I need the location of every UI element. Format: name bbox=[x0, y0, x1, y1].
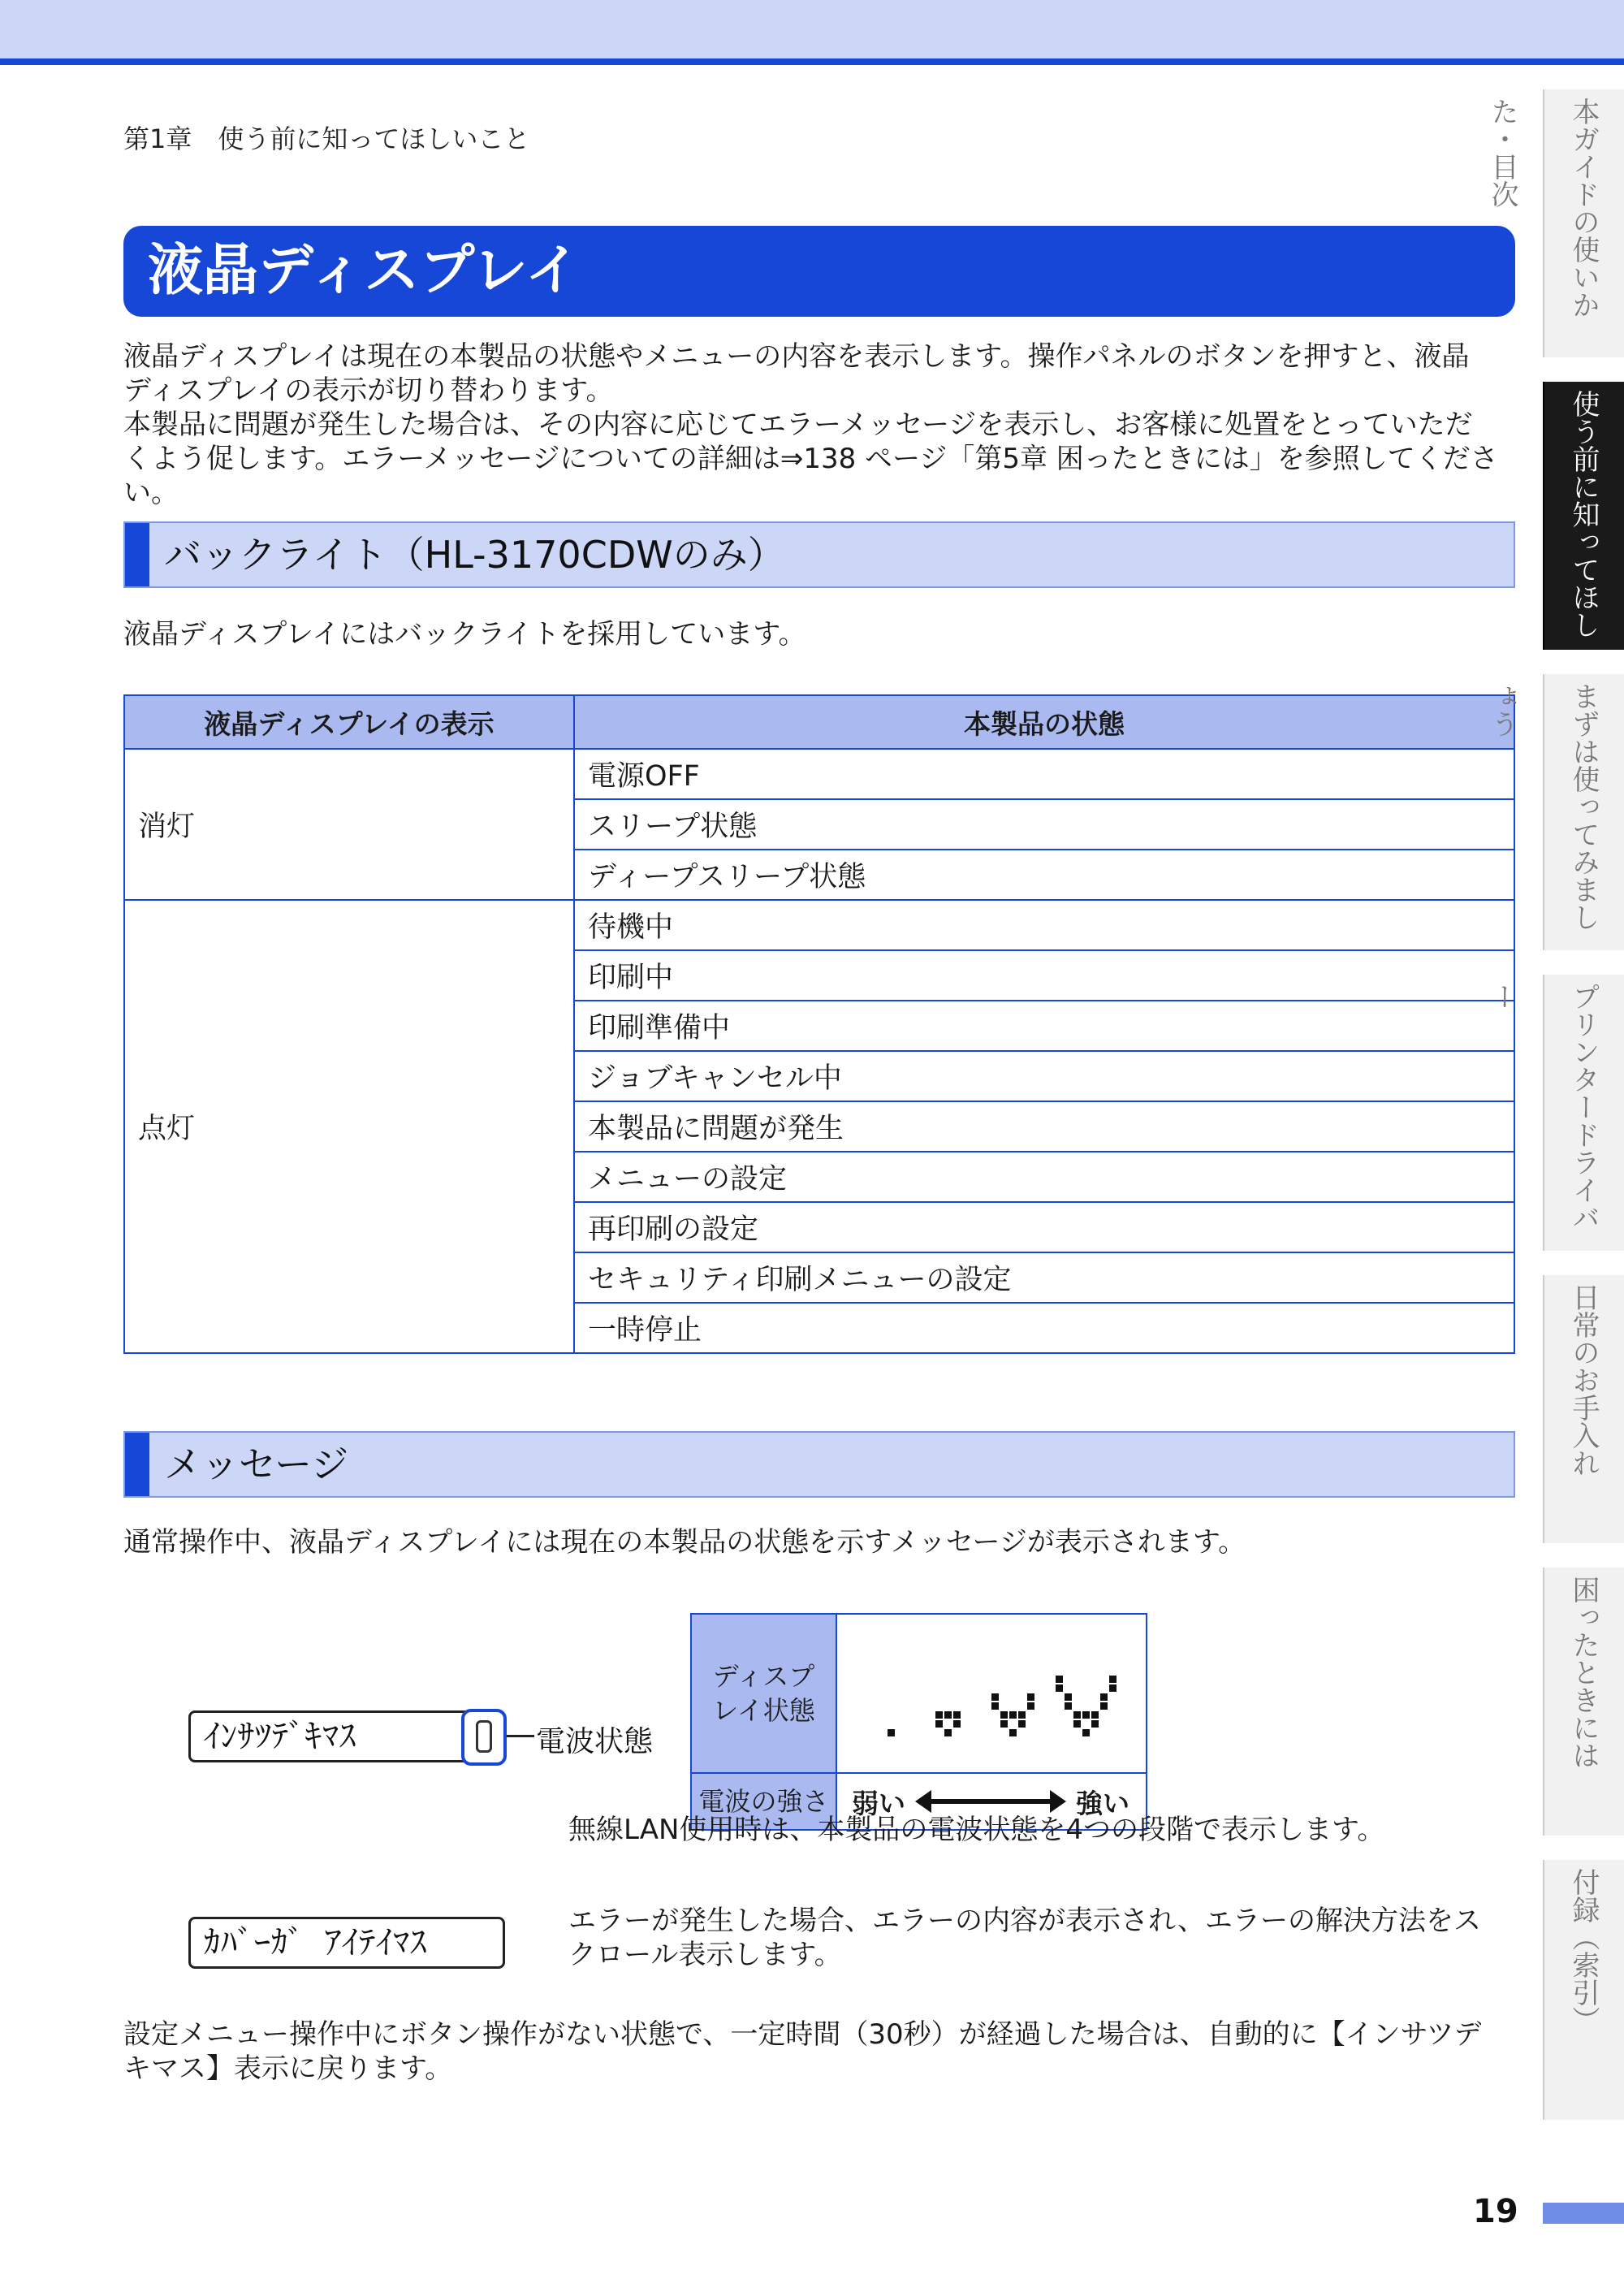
chapter-tab-troubleshooting[interactable]: 困ったときには bbox=[1543, 1568, 1624, 1836]
intro-line: くよう促します。エラーメッセージについての詳細は⇒138 ページ「第5章 困ったときには」を参照してください。 bbox=[123, 443, 1498, 509]
signal-pixel bbox=[935, 1711, 943, 1719]
state-cell: 印刷中 bbox=[574, 950, 1514, 1001]
section-heading-message: メッセージ bbox=[123, 1431, 1515, 1498]
intro-line: 本製品に問題が発生した場合は、その内容に応じてエラーメッセージを表示し、お客様に処置をとっていただ bbox=[123, 409, 1473, 441]
lcd-error-display bbox=[188, 1917, 505, 1969]
signal-pixel bbox=[953, 1720, 961, 1728]
error-note bbox=[568, 1904, 1518, 1972]
table-header: 液晶ディスプレイの表示 bbox=[124, 695, 574, 749]
signal-label: 電波状態 bbox=[536, 1725, 654, 1758]
chapter-tab-maintenance[interactable]: 日常のお手入れ bbox=[1543, 1275, 1624, 1543]
state-cell: メニューの設定 bbox=[574, 1152, 1514, 1202]
top-band bbox=[0, 0, 1624, 58]
signal-pixel bbox=[1100, 1693, 1108, 1701]
signal-status-icon bbox=[461, 1709, 507, 1766]
callout-leader bbox=[507, 1735, 534, 1737]
state-cell: 本製品に問題が発生 bbox=[574, 1101, 1514, 1152]
backlight-on-label: 点灯 bbox=[124, 900, 574, 1353]
lcd-ready-text: ｲﾝｻﾂﾃﾞｷﾏｽ bbox=[204, 1718, 356, 1755]
state-cell: 電源OFF bbox=[574, 749, 1514, 799]
signal-pixel bbox=[1082, 1729, 1090, 1736]
page-title: 液晶ディスプレイ bbox=[123, 226, 1515, 317]
signal-pixel bbox=[1027, 1693, 1034, 1701]
message-description: 通常操作中、液晶ディスプレイには現在の本製品の状態を示すメッセージが表示されます。 bbox=[123, 1526, 1246, 1559]
footer-note bbox=[123, 2017, 1520, 2086]
signal-strength-table bbox=[690, 1613, 1147, 1831]
chapter-tab-getting-started[interactable]: まずは使ってみましょう bbox=[1543, 674, 1624, 950]
signal-pixel bbox=[1000, 1711, 1008, 1719]
intro-line: 液晶ディスプレイは現在の本製品の状態やメニューの内容を表示します。操作パネルのボタンを押すと、液晶 bbox=[123, 340, 1470, 373]
chapter-tab-guide[interactable]: 本ガイドの使いかた・目次 bbox=[1543, 89, 1624, 357]
lcd-ready-display bbox=[188, 1710, 505, 1762]
state-cell: ディープスリープ状態 bbox=[574, 850, 1514, 900]
signal-pixel bbox=[1065, 1693, 1072, 1701]
signal-pixel bbox=[991, 1693, 999, 1701]
error-note-line: クロール表示します。 bbox=[568, 1939, 842, 1971]
page-number: 19 bbox=[1473, 2193, 1518, 2230]
weak-label: 弱い bbox=[852, 1787, 905, 1819]
signal-pixel bbox=[1109, 1676, 1116, 1683]
signal-pixel bbox=[935, 1720, 943, 1728]
signal-pixel bbox=[944, 1711, 952, 1719]
footer-note-line: キマス】表示に戻ります。 bbox=[123, 2052, 453, 2085]
signal-pixel bbox=[1073, 1720, 1081, 1728]
signal-pixel bbox=[991, 1702, 999, 1710]
signal-pixel bbox=[1000, 1720, 1008, 1728]
signal-pixel bbox=[1009, 1729, 1017, 1736]
section-heading-backlight: バックライト（HL-3170CDWのみ） bbox=[123, 521, 1515, 588]
intro-paragraph bbox=[123, 339, 1520, 510]
signal-pixel bbox=[1009, 1711, 1017, 1719]
double-arrow-icon bbox=[930, 1799, 1052, 1804]
signal-pixel bbox=[1056, 1684, 1063, 1692]
signal-pixel bbox=[888, 1729, 895, 1736]
table-row bbox=[124, 749, 1514, 799]
signal-pixel bbox=[1100, 1702, 1108, 1710]
footer-note-line: 設定メニュー操作中にボタン操作がない状態で、一定時間（30秒）が経過した場合は、自動的に【インサツデ bbox=[123, 2018, 1482, 2051]
strong-label: 強い bbox=[1076, 1787, 1129, 1819]
signal-pixel bbox=[1109, 1684, 1116, 1692]
table-row bbox=[124, 900, 1514, 950]
signal-pixel bbox=[1065, 1702, 1072, 1710]
signal-pixel bbox=[1082, 1711, 1090, 1719]
signal-pixel bbox=[1027, 1702, 1034, 1710]
state-cell: ジョブキャンセル中 bbox=[574, 1051, 1514, 1101]
state-cell: 一時停止 bbox=[574, 1303, 1514, 1353]
signal-levels-cell bbox=[836, 1614, 1147, 1773]
lcd-error-text: ｶﾊﾞｰｶﾞ ｱｲﾃｲﾏｽ bbox=[204, 1924, 428, 1961]
signal-note: 無線LAN使用時は、本製品の電波状態を4つの段階で表示します。 bbox=[568, 1814, 1385, 1846]
intro-line: ディスプレイの表示が切り替わります。 bbox=[123, 374, 614, 407]
strength-header: 電波の強さ bbox=[691, 1773, 836, 1830]
display-state-header-text: ディスプレイ状態 bbox=[712, 1661, 815, 1726]
top-rule bbox=[0, 58, 1624, 65]
chapter-tab-before-use[interactable]: 使う前に知ってほしいこと bbox=[1543, 382, 1624, 650]
signal-pixel bbox=[1056, 1676, 1063, 1683]
signal-pixel bbox=[1073, 1711, 1081, 1719]
state-cell: 印刷準備中 bbox=[574, 1001, 1514, 1051]
table-header: 本製品の状態 bbox=[574, 695, 1514, 749]
signal-pixel bbox=[1018, 1711, 1026, 1719]
signal-level-icons bbox=[837, 1615, 1146, 1769]
backlight-off-label: 消灯 bbox=[124, 749, 574, 900]
signal-pixel bbox=[944, 1729, 952, 1736]
breadcrumb: 第1章 使う前に知ってほしいこと bbox=[123, 123, 530, 154]
state-cell: セキュリティ印刷メニューの設定 bbox=[574, 1252, 1514, 1303]
chapter-tab-appendix[interactable]: 付録（索引） bbox=[1543, 1860, 1624, 2120]
signal-pixel bbox=[1018, 1720, 1026, 1728]
display-state-header bbox=[691, 1614, 836, 1773]
backlight-table bbox=[123, 694, 1515, 1354]
signal-pixel bbox=[953, 1711, 961, 1719]
signal-pixel bbox=[1091, 1720, 1099, 1728]
page-number-bar bbox=[1543, 2203, 1624, 2224]
error-note-line: エラーが発生した場合、エラーの内容が表示され、エラーの解決方法をス bbox=[568, 1905, 1482, 1937]
state-cell: 待機中 bbox=[574, 900, 1514, 950]
chapter-tab-printer-driver[interactable]: プリンタードライバー bbox=[1543, 975, 1624, 1251]
state-cell: 再印刷の設定 bbox=[574, 1202, 1514, 1252]
backlight-description: 液晶ディスプレイにはバックライトを採用しています。 bbox=[123, 618, 806, 651]
state-cell: スリープ状態 bbox=[574, 799, 1514, 850]
signal-pixel bbox=[1091, 1711, 1099, 1719]
